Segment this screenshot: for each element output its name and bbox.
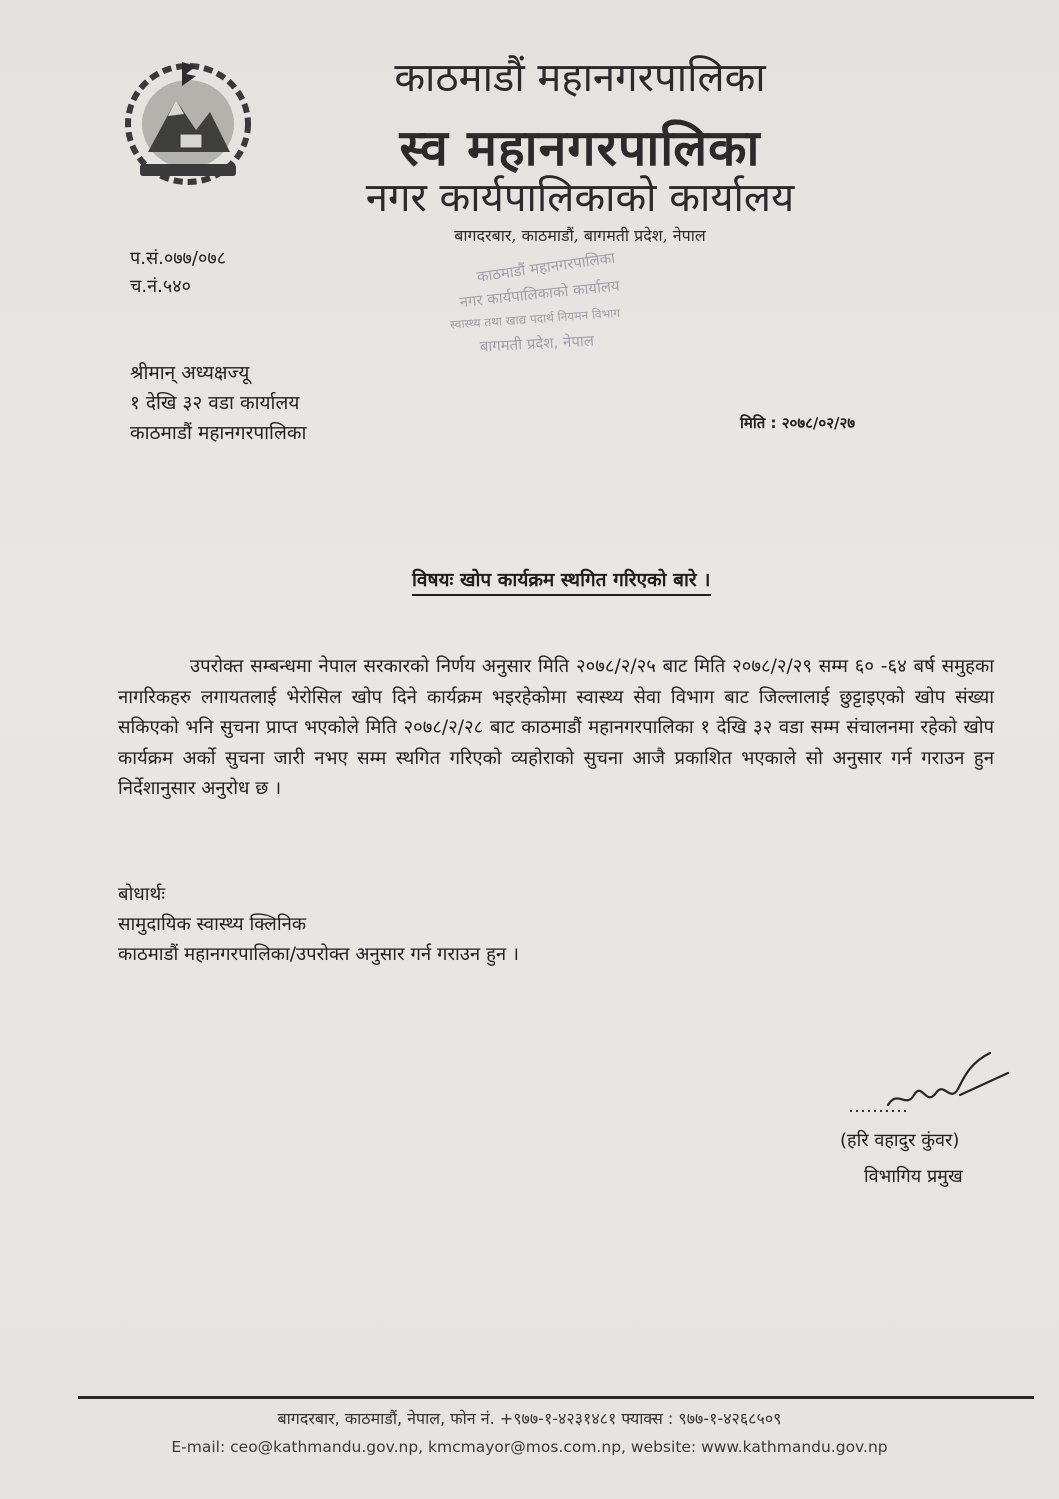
signatory-title: विभागिय प्रमुख (864, 1166, 963, 1187)
signature-mark (840, 1045, 1010, 1125)
stamp-ring-1: काठमाडौं महानगरपालिका (475, 248, 617, 286)
cc-line-1: सामुदायिक स्वास्थ्य क्लिनिक (118, 914, 307, 935)
office-stamp (428, 220, 668, 360)
cc-heading: बोधार्थः (118, 884, 166, 905)
cc-block (118, 880, 519, 970)
reference-number: प.सं.०७७/०७८ (130, 248, 227, 269)
letter-subject: विषयः खोप कार्यक्रम स्थगित गरिएको बारे । (412, 566, 711, 596)
footer-divider (78, 1396, 1034, 1399)
recipient-line-1: श्रीमान् अध्यक्षज्यू (130, 362, 250, 384)
letter-body: उपरोक्त सम्बन्धमा नेपाल सरकारको निर्णय अनुसार मिति २०७८/२/२५ बाट मिति २०७८/२/२९ सम्म ६० -६४ बर्ष समुहका नागरिकहरु लगायतलाई भेरोसिल खोप दिने कार्यक्रम भइरहेकोमा स्वास्थ्य सेवा विभाग बाट जिल्लालाई छुट्टाइएको खोप संख्या सकिएको भनि सुचना प्राप्त भएकोले मिति २०७८/२/२८ बाट काठमाडौं महानगरपालिका १ देखि ३२ वडा सम्म संचालनमा रहेको खोप कार्यक्रम अर्को सुचना जारी नभए सम्म स्थगित गरिएको व्यहोराको सुचना आजै प्रकाशित भएकाले सो अनुसार गर्न गराउन हुन निर्देशानुसार अनुरोध छ । (118, 656, 994, 799)
letter-date: मिति : २०७८/०२/२७ (740, 414, 856, 432)
footer-contact: बागदरबार, काठमाडौं, नेपाल, फोन नं. +९७७-१-४२३१४८१ फ्याक्स : ९७७-१-४२६८५०९ (277, 1409, 782, 1428)
stamp-ring-2: नगर कार्यपालिकाको कार्यालय (458, 276, 621, 312)
stamp-ring-4: बागमती प्रदेश, नेपाल (479, 331, 595, 356)
nepal-emblem-icon (118, 52, 258, 192)
cc-line-2: काठमाडौं महानगरपालिका/उपरोक्त अनुसार गर्न गराउन हुन । (118, 944, 520, 965)
header-line-1: काठमाडौं महानगरपालिका (394, 55, 766, 101)
dispatch-number: च.नं.५४० (130, 276, 191, 297)
recipient-address (130, 358, 306, 448)
header-line-2: स्व महानगरपालिका (399, 118, 761, 177)
signatory-name: (हरि वहादुर कुंवर) (840, 1130, 960, 1151)
recipient-line-3: काठमाडौं महानगरपालिका (130, 422, 307, 444)
recipient-line-2: १ देखि ३२ वडा कार्यालय (130, 392, 300, 414)
header-address: बागदरबार, काठमाडौं, बागमती प्रदेश, नेपाल (454, 226, 706, 245)
stamp-ring-3: स्वास्थ्य तथा खाद्य पदार्थ नियमन विभाग (449, 305, 621, 332)
footer-email-website: E-mail: ceo@kathmandu.gov.np, kmcmayor@mos.com.np, website: www.kathmandu.gov.np (171, 1438, 888, 1456)
header-line-3: नगर कार्यपालिकाको कार्यालय (365, 175, 795, 221)
